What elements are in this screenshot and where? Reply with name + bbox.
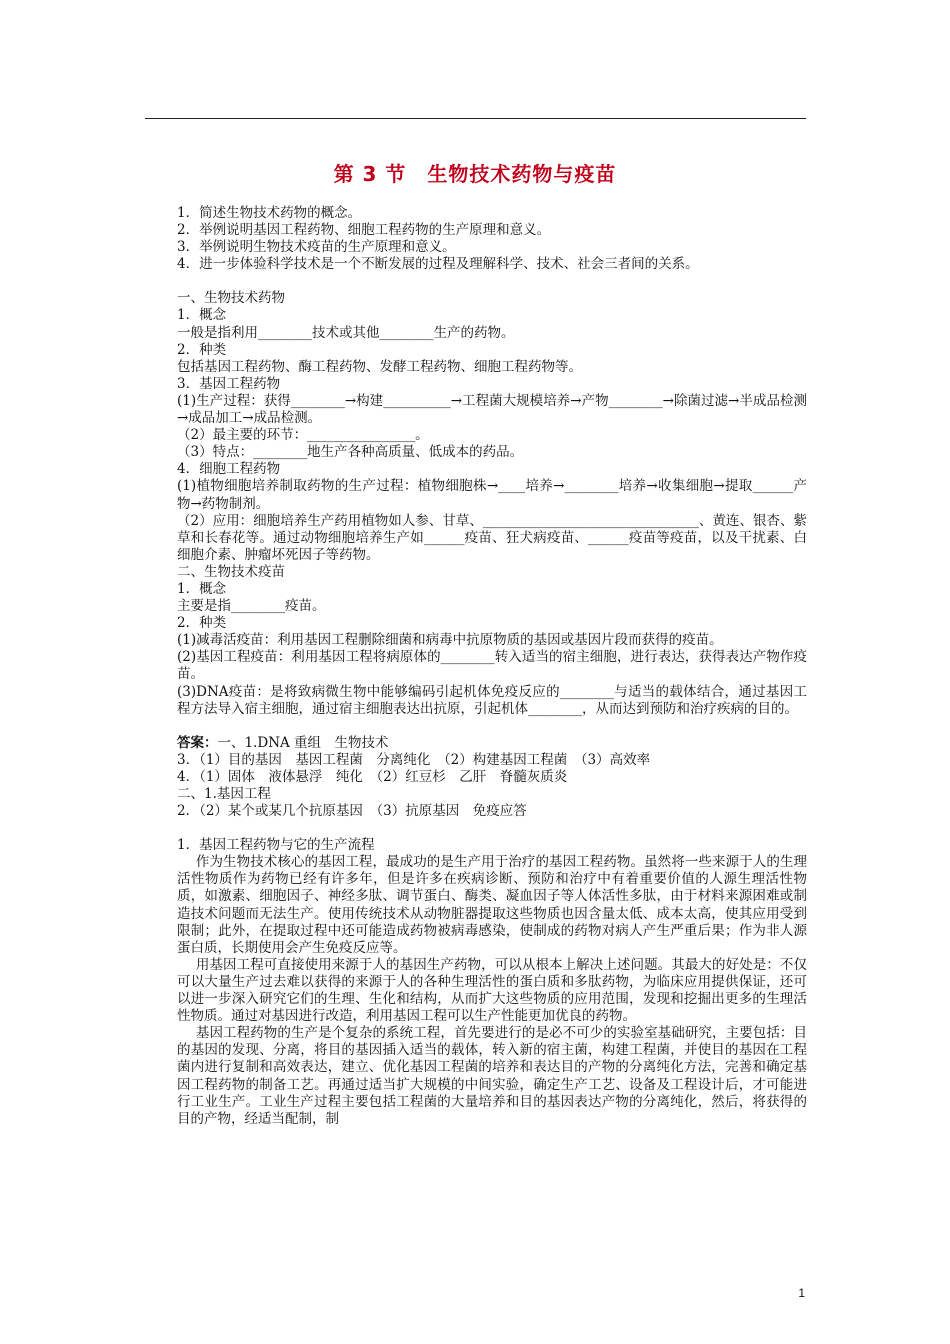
fill-blank-line: 一般是指利用________技术或其他________生产的药物。 (177, 324, 515, 341)
subsection-heading: 1．概念 (177, 580, 227, 597)
section-heading: 一、生物技术药物 (177, 290, 285, 307)
page-number: 1 (798, 1286, 805, 1300)
subsection-heading: 4．细胞工程药物 (177, 461, 281, 478)
page-title: 第 3 节 生物技术药物与疫苗 (333, 162, 617, 186)
header-rule (145, 118, 806, 119)
objective-item: 2．举例说明基因工程药物、细胞工程药物的生产原理和意义。 (177, 222, 551, 239)
section-heading: 二、生物技术疫苗 (177, 563, 285, 580)
text-line: (1)减毒活疫苗：利用基因工程删除细菌和病毒中抗原物质的基因或基因片段而获得的疫苗。 (177, 632, 723, 649)
subsection-heading: 2．种类 (177, 341, 227, 358)
fill-blank-line: (3)DNA疫苗：是将致病微生物中能够编码引起机体免疫反应的________与适当的载体结合，通过基因工程方法导入宿主细胞，通过宿主细胞表达出抗原，引起机体________，从而达到预防和治疗疾病的目的。 (177, 683, 807, 717)
body-paragraph: 基因工程药物的生产是个复杂的系统工程，首先要进行的是必不可少的实验室基础研究，主要包括：目的基因的发现、分离，将目的基因插入适当的载体，转入新的宿主菌，构建工程菌，并使目的基因在工程菌内进行复制和高效表达，建立、优化基因工程菌的培养和表达目的产物的分离纯化方法，完善和确定基因工程药物的制备工艺。再通过适当扩大规模的中间实验，确定生产工艺、设备及工程设计后，才可能进行工业生产。工业生产过程主要包括工程菌的大量培养和目的基因表达产物的分离纯化，然后，将获得的目的产物，经适当配制，制 (177, 1025, 807, 1127)
fill-blank-line: (2)基因工程疫苗：利用基因工程将病原体的________转入适当的宿主细胞，进行表达，获得表达产物作疫苗。 (177, 649, 807, 683)
body-paragraph: 用基因工程可直接使用来源于人的基因生产药物，可以从根本上解决上述问题。其最大的好处是：不仅可以大量生产过去难以获得的来源于人的各种生理活性的蛋白质和多肽药物，为临床应用提供保证，还可以进一步深入研究它们的生理、生化和结构，从而扩大这些物质的应用范围，发现和挖掘出更多的生理活性物质。通过对基因进行改造，利用基因工程可以生产性能更加优良的药物。 (177, 956, 807, 1025)
subsection-heading: 3．基因工程药物 (177, 375, 281, 392)
objective-item: 1．简述生物技术药物的概念。 (177, 205, 362, 221)
document-body (177, 205, 807, 1128)
fill-blank-line: (1)生产过程：获得________→构建__________→工程菌大规模培养→产物________→除菌过滤→半成品检测→成品加工→成品检测。 (177, 392, 807, 427)
answer-label: 答案： (177, 734, 218, 751)
fill-blank-line: （2）应用：细胞培养生产药用植物如人参、甘草、________________________________、黄连、银杏、紫草和长春花等。通过动物细胞培养生产如______疫苗、狂犬病疫苗、______疫苗等疫苗，以及干扰素、白细胞介素、肿瘤坏死因子等药物。 (177, 512, 807, 563)
objective-item: 3．举例说明生物技术疫苗的生产原理和意义。 (177, 239, 456, 256)
body-paragraph: 作为生物技术核心的基因工程，最成功的是生产用于治疗的基因工程药物。虽然将一些来源于人的生理活性物质作为药物已经有许多年，但是许多在疾病诊断、预防和治疗中有着重要价值的人源生理活性物质，如激素、细胞因子、神经多肽、调节蛋白、酶类、凝血因子等人体活性多肽，由于材料来源困难或制造技术问题而无法生产。使用传统技术从动物脏器提取这些物质也因含量太低、成本太高，使其应用受到限制；此外，在提取过程中还可能造成药物被病毒感染，使制成的药物对病人产生严重后果；作为非人源蛋白质，长期使用会产生免疫反应等。 (177, 854, 807, 956)
answer-line: 一、1.DNA 重组 生物技术 (217, 734, 389, 751)
answer-line: 二、1.基因工程 (177, 786, 271, 802)
answer-line: 3．（1）目的基因 基因工程菌 分离纯化 （2）构建基因工程菌 （3）高效率 (177, 751, 651, 768)
fill-blank-line: 主要是指________疫苗。 (177, 598, 326, 615)
subsection-heading: 2．种类 (177, 615, 227, 632)
answer-line: 2．（2）某个或某几个抗原基因 （3）抗原基因 免疫应答 (177, 803, 527, 820)
fill-blank-line: （2）最主要的环节：________________。 (177, 427, 429, 444)
objective-item: 4．进一步体验科学技术是一个不断发展的过程及理解科学、技术、社会三者间的关系。 (177, 256, 699, 273)
answer-block (177, 735, 807, 752)
answer-line: 4．（1）固体 液体悬浮 纯化 （2）红豆杉 乙肝 脊髓灰质炎 (177, 768, 568, 785)
body-heading: 1．基因工程药物与它的生产流程 (177, 837, 375, 854)
fill-blank-line: (1)植物细胞培养制取药物的生产过程：植物细胞株→____培养→________培养→收集细胞→提取______产物→药物制剂。 (177, 478, 807, 512)
text-line: 包括基因工程药物、酶工程药物、发酵工程药物、细胞工程药物等。 (177, 358, 582, 375)
fill-blank-line: （3）特点：________地生产各种高质量、低成本的药品。 (177, 444, 524, 461)
subsection-heading: 1．概念 (177, 307, 227, 324)
